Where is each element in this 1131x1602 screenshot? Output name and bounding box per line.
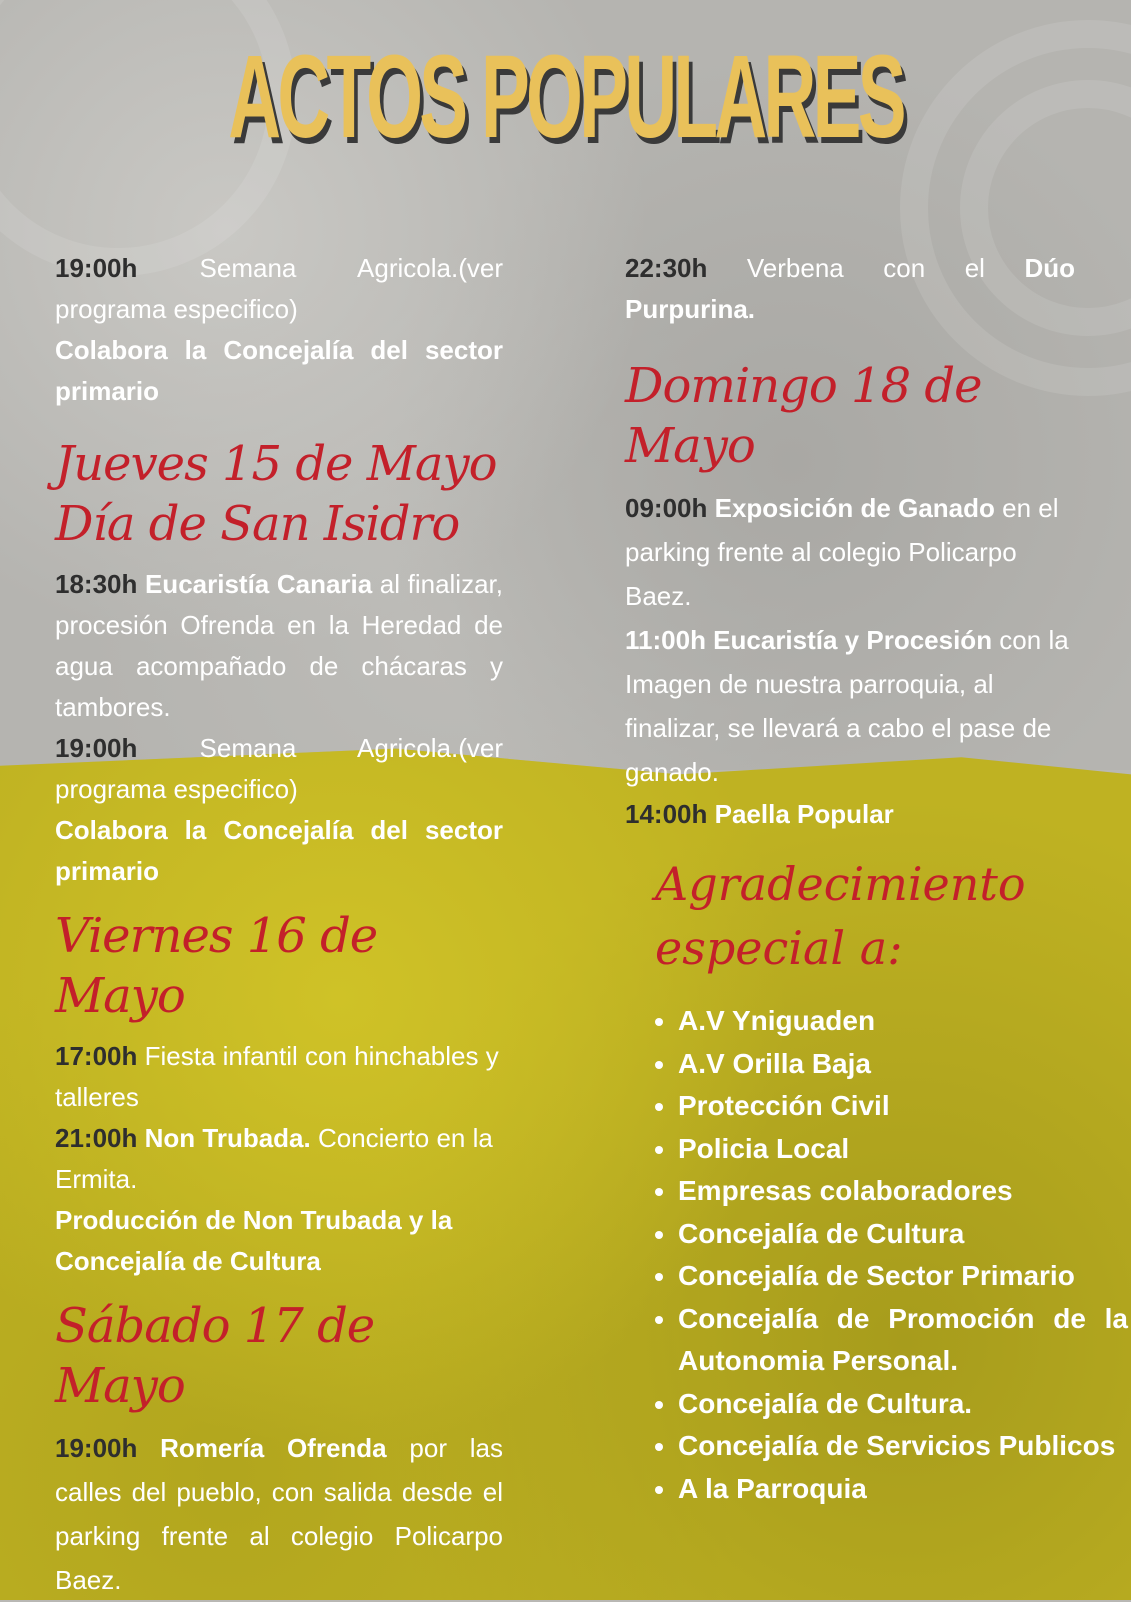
thanks-heading-line: especial a: bbox=[655, 921, 903, 975]
event-paragraph bbox=[55, 728, 503, 810]
event-time: 18:30h bbox=[55, 569, 138, 599]
thanks-list-item: • Concejalía de Cultura bbox=[678, 1213, 1128, 1256]
thanks-list-item: • Concejalía de Servicios Publicos bbox=[678, 1425, 1128, 1468]
thanks-list-item: • Concejalía de Promoción de la Autonomia Personal. bbox=[678, 1298, 1128, 1383]
thanks-list bbox=[650, 1000, 1128, 1510]
event-text: Verbena con el bbox=[707, 253, 1025, 283]
event-time: 19:00h bbox=[55, 253, 138, 283]
thanks-list-item: • Protección Civil bbox=[678, 1085, 1128, 1128]
event-text: Semana Agricola.(ver programa especifico) bbox=[55, 733, 503, 804]
event-time: 19:00h bbox=[55, 733, 138, 763]
event-title: 11:00h Eucaristía y Procesión bbox=[625, 625, 993, 655]
day-heading-line: Día de San Isidro bbox=[55, 496, 460, 552]
thanks-list-item: • Policia Local bbox=[678, 1128, 1128, 1171]
event-time: 19:00h bbox=[55, 1433, 138, 1463]
day-heading bbox=[55, 434, 503, 554]
day-heading-line: Jueves 15 de Mayo bbox=[55, 436, 497, 492]
event-text: con la Imagen de nuestra parroquia, al finalizar, se llevará a cabo el pase de ganado. bbox=[625, 625, 1069, 787]
thanks-list-item: • Empresas colaboradores bbox=[678, 1170, 1128, 1213]
thanks-list-item: • Concejalía de Sector Primario bbox=[678, 1255, 1128, 1298]
event-paragraph bbox=[55, 1426, 503, 1602]
collaboration-note: Colabora la Concejalía del sector primario bbox=[55, 815, 503, 886]
thanks-heading-line: Agradecimiento bbox=[655, 857, 1026, 911]
event-text: por las calles del pueblo, con salida desde el parking frente al colegio Policarpo Baez. bbox=[55, 1433, 504, 1595]
event-title: Romería Ofrenda bbox=[137, 1433, 387, 1463]
event-title: Paella Popular bbox=[707, 799, 894, 829]
page-title: ACTOS POPULARES bbox=[228, 31, 903, 163]
production-note: Producción de Non Trubada y la Concejalía de Cultura bbox=[55, 1205, 453, 1276]
event-paragraph bbox=[55, 1118, 503, 1200]
event-title: Dúo Purpurina. bbox=[625, 253, 1075, 324]
day-heading: Domingo 18 de Mayo bbox=[625, 358, 982, 474]
event-paragraph bbox=[625, 618, 1075, 794]
event-time: 09:00h bbox=[625, 493, 708, 523]
event-time: 17:00h bbox=[55, 1041, 138, 1071]
day-heading: Viernes 16 de Mayo bbox=[55, 908, 378, 1024]
event-text: al finalizar, procesión Ofrenda en la Heredad de agua acompañado de chácaras y tambores. bbox=[55, 569, 503, 722]
collaboration-note: Colabora la Concejalía del sector primario bbox=[55, 335, 503, 406]
right-column bbox=[625, 248, 1075, 835]
thanks-list-item: • Concejalía de Cultura. bbox=[678, 1383, 1128, 1426]
event-time: 21:00h bbox=[55, 1123, 138, 1153]
thanks-heading bbox=[655, 852, 1095, 980]
event-text: Concierto en la Ermita. bbox=[55, 1123, 493, 1194]
thanks-list-item: • A.V Yniguaden bbox=[678, 1000, 1128, 1043]
event-paragraph bbox=[625, 486, 1075, 618]
event-title: Exposición de Ganado bbox=[707, 493, 995, 523]
event-text: Fiesta infantil con hinchables y talleres bbox=[55, 1041, 499, 1112]
event-title: Non Trubada. bbox=[137, 1123, 311, 1153]
event-time: 22:30h bbox=[625, 253, 708, 283]
thanks-list-item: • A.V Orilla Baja bbox=[678, 1043, 1128, 1086]
event-paragraph bbox=[625, 248, 1075, 330]
event-paragraph bbox=[625, 794, 1075, 835]
event-text: en el parking frente al colegio Policarpo Baez. bbox=[625, 493, 1059, 611]
day-heading: Sábado 17 de Mayo bbox=[55, 1298, 375, 1414]
left-column bbox=[55, 248, 503, 1602]
event-time: 14:00h bbox=[625, 799, 708, 829]
event-paragraph bbox=[55, 1036, 503, 1118]
event-text: Semana Agricola.(ver programa especifico) bbox=[55, 253, 503, 324]
thanks-list-item: • A la Parroquia bbox=[678, 1468, 1128, 1511]
event-paragraph bbox=[55, 564, 503, 728]
event-title: Eucaristía Canaria bbox=[137, 569, 373, 599]
event-paragraph bbox=[55, 248, 503, 330]
